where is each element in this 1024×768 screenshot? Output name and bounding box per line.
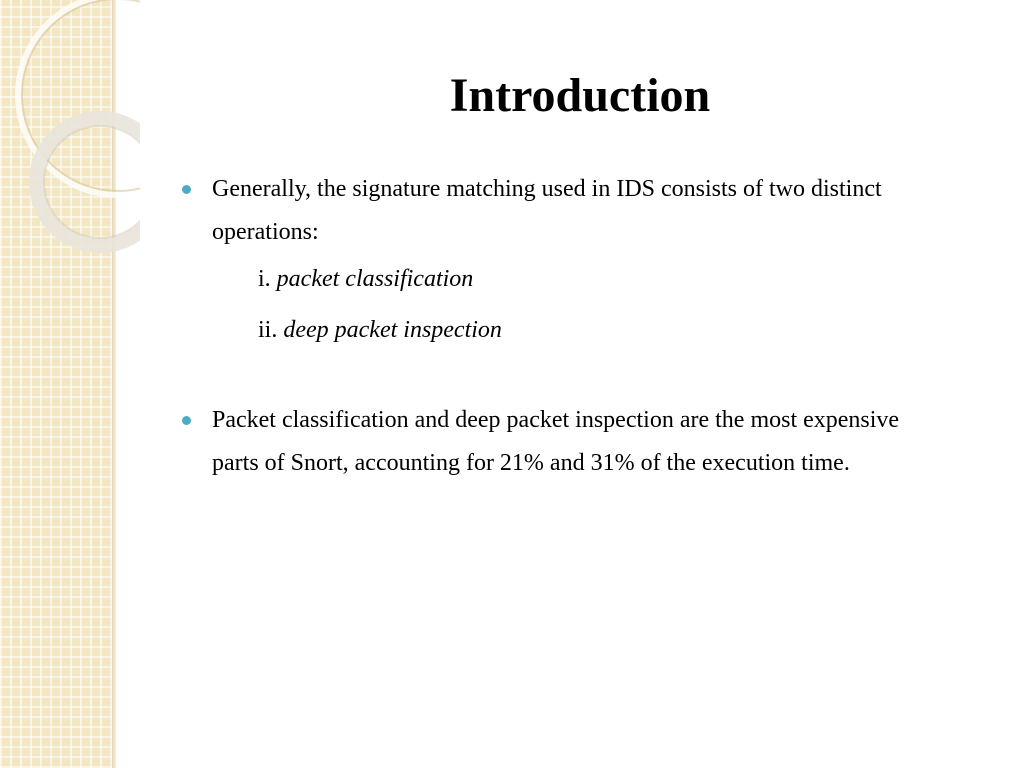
bullet-text: Packet classification and deep packet inspection are the most expensive parts of Snort, accounting for 21% and 31% of the execution time.	[212, 407, 900, 476]
bullet-list	[182, 168, 942, 485]
slide-title: Introduction	[449, 69, 711, 122]
bullet-dot-icon	[182, 416, 191, 425]
bullet-dot-icon	[182, 185, 191, 194]
sub-item	[212, 254, 942, 305]
bullet-item	[182, 168, 942, 356]
sub-list	[212, 254, 942, 356]
decorative-rings-icon	[0, 0, 140, 260]
sub-item	[212, 305, 942, 356]
list-spacer	[182, 356, 942, 399]
sub-item-numeral: i.	[258, 266, 277, 292]
sub-item-term: packet classification	[276, 266, 474, 292]
bullet-text: Generally, the signature matching used in IDS consists of two distinct operations:	[212, 176, 882, 245]
bullet-item	[182, 399, 942, 485]
sub-item-term: deep packet inspection	[283, 317, 502, 343]
sub-item-numeral: ii.	[258, 317, 284, 343]
